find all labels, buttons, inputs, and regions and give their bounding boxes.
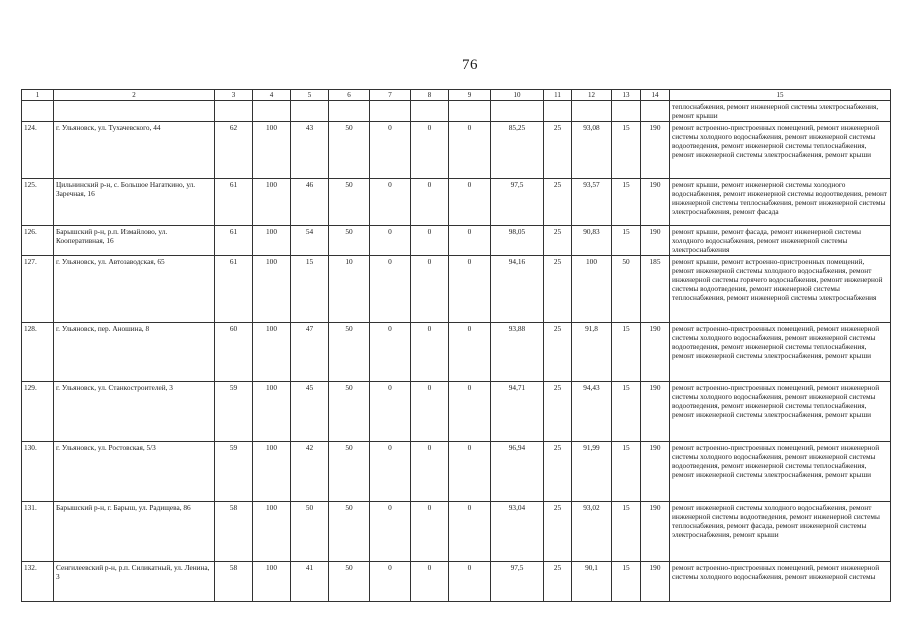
value-cell-c4: 100: [253, 502, 291, 562]
value-cell-c12: 100: [572, 256, 612, 323]
works-cell: ремонт встроенно-пристроенных помещений, ремонт инженерной системы холодного водоснабжения, ремонт инженерной системы водоотведения, ремонт инженерной системы теплоснабжения, ремонт инженерной системы электроснабжения, ремонт крыши: [670, 442, 891, 502]
column-header-1: 1: [22, 90, 54, 101]
value-cell-c12: 91,8: [572, 323, 612, 382]
value-cell-c4: 100: [253, 256, 291, 323]
row-index: 124.: [22, 122, 54, 179]
row-index: 126.: [22, 226, 54, 256]
column-header-11: 11: [544, 90, 572, 101]
value-cell-c7: 0: [370, 122, 411, 179]
value-cell-c11: 25: [544, 226, 572, 256]
column-header-12: 12: [572, 90, 612, 101]
value-cell-c6: 50: [329, 562, 370, 602]
value-cell-c3: 60: [215, 323, 253, 382]
value-cell-c9: 0: [449, 562, 491, 602]
column-header-5: 5: [291, 90, 329, 101]
register-table: [21, 89, 891, 602]
value-cell-c11: 25: [544, 442, 572, 502]
column-header-7: 7: [370, 90, 411, 101]
value-cell-c11: 25: [544, 323, 572, 382]
column-header-2: 2: [54, 90, 215, 101]
works-cell: ремонт крыши, ремонт фасада, ремонт инженерной системы холодного водоснабжения, ремонт инженерной системы электроснабжения: [670, 226, 891, 256]
table-row: [22, 562, 891, 602]
works-cell: ремонт встроенно-пристроенных помещений, ремонт инженерной системы холодного водоснабжения, ремонт инженерной системы водоотведения, ремонт инженерной системы теплоснабжения, ремонт инженерной системы электроснабжения, ремонт крыши: [670, 323, 891, 382]
value-cell-c5: 15: [291, 256, 329, 323]
column-number-header: [22, 90, 891, 101]
address-cell: Цильнинский р-н, с. Большое Нагаткино, ул. Заречная, 16: [54, 179, 215, 226]
value-cell-c7: 0: [370, 382, 411, 442]
value-cell-c4: 100: [253, 226, 291, 256]
value-cell-c3: 59: [215, 442, 253, 502]
value-cell-c7: 0: [370, 442, 411, 502]
value-cell-c9: 0: [449, 442, 491, 502]
value-cell-c13: 15: [612, 179, 641, 226]
value-cell-c14: 190: [641, 226, 670, 256]
value-cell-c4: 100: [253, 323, 291, 382]
value-cell-c6: 50: [329, 442, 370, 502]
row-index: 129.: [22, 382, 54, 442]
value-cell-c6: 50: [329, 226, 370, 256]
value-cell-c4: 100: [253, 122, 291, 179]
value-cell-c13: 15: [612, 226, 641, 256]
value-cell-c10: 96,94: [491, 442, 544, 502]
value-cell-c11: 25: [544, 502, 572, 562]
column-header-3: 3: [215, 90, 253, 101]
value-cell-c14: 190: [641, 502, 670, 562]
value-cell-c11: 25: [544, 256, 572, 323]
value-cell-c4: 100: [253, 562, 291, 602]
value-cell-c12: 93,02: [572, 502, 612, 562]
value-cell-c3: 61: [215, 256, 253, 323]
value-cell-c9: 0: [449, 122, 491, 179]
value-cell-c5: 50: [291, 502, 329, 562]
value-cell-c12: 90,83: [572, 226, 612, 256]
value-cell-c10: 94,71: [491, 382, 544, 442]
value-cell-c11: 25: [544, 122, 572, 179]
column-header-10: 10: [491, 90, 544, 101]
value-cell-c12: 93,57: [572, 179, 612, 226]
table-row: [22, 442, 891, 502]
value-cell-c14: 190: [641, 179, 670, 226]
column-header-9: 9: [449, 90, 491, 101]
page-number: 76: [462, 57, 478, 73]
works-cell: ремонт крыши, ремонт инженерной системы холодного водоснабжения, ремонт инженерной системы водоотведения, ремонт инженерной системы теплоснабжения, ремонт инженерной системы электроснабжения, ремонт фасада: [670, 179, 891, 226]
value-cell-c13: 15: [612, 502, 641, 562]
value-cell-c12: 91,99: [572, 442, 612, 502]
value-cell-c8: 0: [411, 562, 449, 602]
row-index: 132.: [22, 562, 54, 602]
value-cell-c6: 50: [329, 323, 370, 382]
works-cell: теплоснабжения, ремонт инженерной системы электроснабжения, ремонт крыши: [670, 101, 891, 122]
address-cell: г. Ульяновск, пер. Аношина, 8: [54, 323, 215, 382]
value-cell-c13: 15: [612, 382, 641, 442]
value-cell-c10: 97,5: [491, 179, 544, 226]
table-row: [22, 502, 891, 562]
value-cell-c7: 0: [370, 323, 411, 382]
value-cell-c6: 50: [329, 179, 370, 226]
value-cell-c14: 185: [641, 256, 670, 323]
address-cell: Барышский р-н, г. Барыш, ул. Радищева, 86: [54, 502, 215, 562]
row-index: 131.: [22, 502, 54, 562]
value-cell-c9: 0: [449, 502, 491, 562]
column-header-6: 6: [329, 90, 370, 101]
value-cell-c9: 0: [449, 226, 491, 256]
value-cell-c7: 0: [370, 256, 411, 323]
value-cell-c8: 0: [411, 442, 449, 502]
value-cell-c12: 94,43: [572, 382, 612, 442]
value-cell-c9: 0: [449, 323, 491, 382]
value-cell-c7: 0: [370, 226, 411, 256]
address-cell: г. Ульяновск, ул. Ростовская, 5/3: [54, 442, 215, 502]
value-cell-c9: 0: [449, 256, 491, 323]
value-cell-c5: 41: [291, 562, 329, 602]
value-cell-c13: 15: [612, 122, 641, 179]
column-header-14: 14: [641, 90, 670, 101]
value-cell-c7: 0: [370, 502, 411, 562]
value-cell-c5: 42: [291, 442, 329, 502]
row-index: 128.: [22, 323, 54, 382]
value-cell-c8: 0: [411, 256, 449, 323]
column-header-15: 15: [670, 90, 891, 101]
works-cell: ремонт инженерной системы холодного водоснабжения, ремонт инженерной системы водоотведения, ремонт инженерной системы теплоснабжения, ремонт фасада, ремонт инженерной системы электроснабжения, ремонт крыши: [670, 502, 891, 562]
value-cell-c8: 0: [411, 323, 449, 382]
value-cell-c3: 62: [215, 122, 253, 179]
value-cell-c9: 0: [449, 179, 491, 226]
value-cell-c7: 0: [370, 562, 411, 602]
value-cell-c14: 190: [641, 442, 670, 502]
value-cell-c6: 50: [329, 122, 370, 179]
value-cell-c12: 93,08: [572, 122, 612, 179]
table-row: [22, 179, 891, 226]
address-cell: г. Ульяновск, ул. Автозаводская, 65: [54, 256, 215, 323]
table-row: [22, 226, 891, 256]
value-cell-c10: 93,04: [491, 502, 544, 562]
value-cell-c8: 0: [411, 122, 449, 179]
table-row: [22, 382, 891, 442]
value-cell-c10: 97,5: [491, 562, 544, 602]
value-cell-c5: 47: [291, 323, 329, 382]
value-cell-c6: 50: [329, 502, 370, 562]
value-cell-c14: 190: [641, 122, 670, 179]
value-cell-c13: 15: [612, 323, 641, 382]
value-cell-c11: 25: [544, 179, 572, 226]
value-cell-c5: 46: [291, 179, 329, 226]
column-header-8: 8: [411, 90, 449, 101]
column-header-13: 13: [612, 90, 641, 101]
value-cell-c5: 45: [291, 382, 329, 442]
value-cell-c6: 50: [329, 382, 370, 442]
value-cell-c3: 58: [215, 502, 253, 562]
address-cell: Сенгилеевский р-н, р.п. Силикатный, ул. Ленина, 3: [54, 562, 215, 602]
row-index: 130.: [22, 442, 54, 502]
value-cell-c4: 100: [253, 442, 291, 502]
value-cell-c8: 0: [411, 179, 449, 226]
value-cell-c4: 100: [253, 382, 291, 442]
value-cell-c3: 58: [215, 562, 253, 602]
works-cell: ремонт встроенно-пристроенных помещений, ремонт инженерной системы холодного водоснабжения, ремонт инженерной системы: [670, 562, 891, 602]
value-cell-c13: 15: [612, 562, 641, 602]
value-cell-c14: 190: [641, 562, 670, 602]
value-cell-c14: 190: [641, 323, 670, 382]
value-cell-c5: 54: [291, 226, 329, 256]
value-cell-c10: 85,25: [491, 122, 544, 179]
value-cell-c10: 94,16: [491, 256, 544, 323]
value-cell-c11: 25: [544, 562, 572, 602]
value-cell-c9: 0: [449, 382, 491, 442]
address-cell: г. Ульяновск, ул. Станкостроителей, 3: [54, 382, 215, 442]
address-cell: г. Ульяновск, ул. Тухачевского, 44: [54, 122, 215, 179]
value-cell-c4: 100: [253, 179, 291, 226]
table-row: [22, 256, 891, 323]
value-cell-c5: 43: [291, 122, 329, 179]
value-cell-c13: 50: [612, 256, 641, 323]
value-cell-c3: 59: [215, 382, 253, 442]
works-cell: ремонт встроенно-пристроенных помещений, ремонт инженерной системы холодного водоснабжения, ремонт инженерной системы водоотведения, ремонт инженерной системы теплоснабжения, ремонт инженерной системы электроснабжения, ремонт крыши: [670, 122, 891, 179]
value-cell-c8: 0: [411, 382, 449, 442]
value-cell-c10: 98,05: [491, 226, 544, 256]
address-cell: Барышский р-н, р.п. Измайлово, ул. Кооперативная, 16: [54, 226, 215, 256]
value-cell-c11: 25: [544, 382, 572, 442]
value-cell-c8: 0: [411, 502, 449, 562]
value-cell-c10: 93,88: [491, 323, 544, 382]
value-cell-c14: 190: [641, 382, 670, 442]
works-cell: ремонт встроенно-пристроенных помещений, ремонт инженерной системы холодного водоснабжения, ремонт инженерной системы водоотведения, ремонт инженерной системы теплоснабжения, ремонт инженерной системы электроснабжения, ремонт крыши: [670, 382, 891, 442]
value-cell-c6: 10: [329, 256, 370, 323]
value-cell-c3: 61: [215, 226, 253, 256]
column-header-4: 4: [253, 90, 291, 101]
table-row: [22, 323, 891, 382]
value-cell-c7: 0: [370, 179, 411, 226]
row-index: 125.: [22, 179, 54, 226]
value-cell-c12: 90,1: [572, 562, 612, 602]
value-cell-c3: 61: [215, 179, 253, 226]
value-cell-c8: 0: [411, 226, 449, 256]
row-index: 127.: [22, 256, 54, 323]
value-cell-c13: 15: [612, 442, 641, 502]
continuation-row: [22, 101, 891, 122]
table-row: [22, 122, 891, 179]
works-cell: ремонт крыши, ремонт встроенно-пристроенных помещений, ремонт инженерной системы холодного водоснабжения, ремонт инженерной системы горячего водоснабжения, ремонт инженерной системы водоотведения, ремонт инженерной системы теплоснабжения, ремонт инженерной системы электроснабжения: [670, 256, 891, 323]
